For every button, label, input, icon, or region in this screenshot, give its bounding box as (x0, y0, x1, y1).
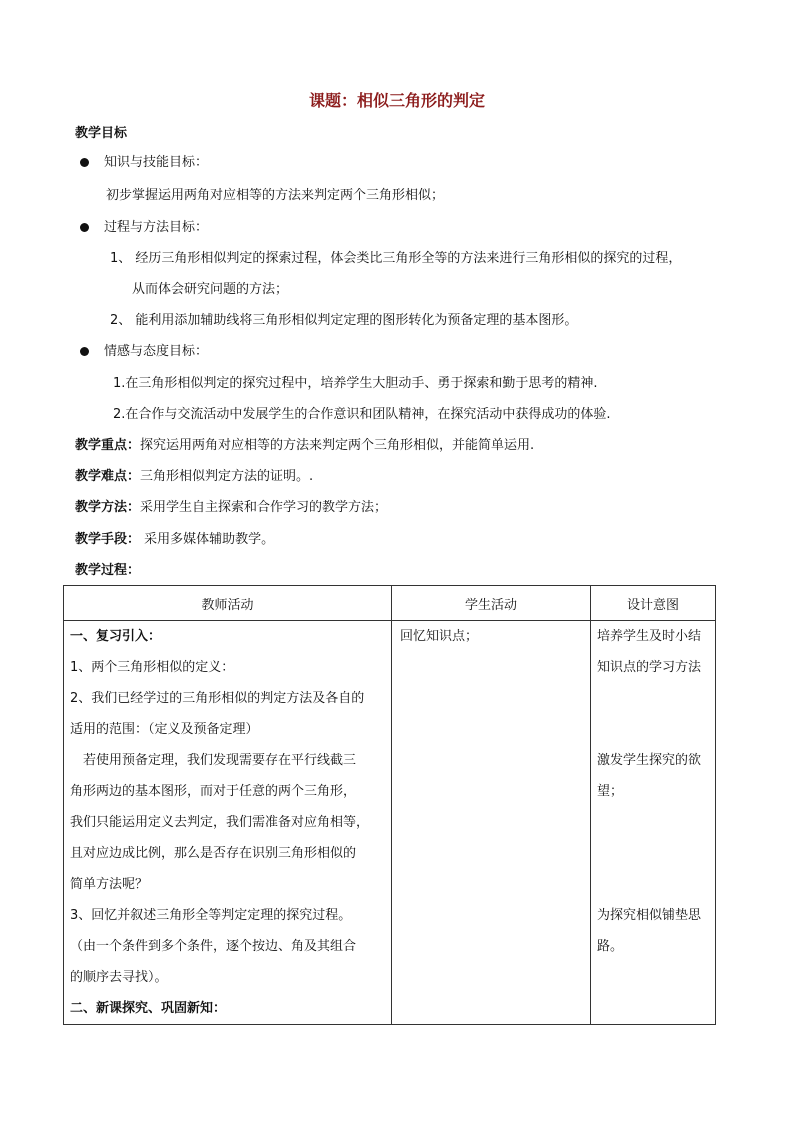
means-text: 采用多媒体辅助教学。 (140, 532, 275, 547)
section-new-lesson-heading: 二、新课探究、巩固新知： (70, 1001, 227, 1016)
student-activity-cell (392, 621, 591, 1025)
header-student-activity: 学生活动 (392, 586, 591, 621)
intent-line: 为探究相似铺垫思 (597, 908, 702, 923)
means-label: 教学手段： (75, 532, 141, 547)
process-item-1: 1、 经历三角形相似判定的探索过程，体会类比三角形全等的方法来进行三角形相似的探究的过程， (110, 251, 682, 266)
emotion-label: 情感与态度目标： (104, 344, 209, 359)
emotion-item-2: 2.在合作与交流活动中发展学生的合作意识和团队精神，在探究活动中获得成功的体验. (113, 407, 611, 422)
teacher-line: 1、两个三角形相似的定义： (70, 660, 235, 675)
bullet-icon (80, 223, 89, 232)
emotion-item-1: 1.在三角形相似判定的探究过程中，培养学生大胆动手、勇于探索和勤于思考的精神. (113, 376, 598, 391)
intent-line: 望； (597, 784, 624, 799)
intent-line (591, 714, 715, 745)
intent-line (591, 807, 715, 838)
means (75, 530, 274, 550)
difficulty-label: 教学难点： (75, 469, 141, 484)
objectives-heading: 教学目标 (75, 126, 128, 141)
method (75, 498, 387, 518)
lesson-title: 课题：相似三角形的判定 (308, 91, 485, 110)
section-review-heading: 一、复习引入： (70, 629, 162, 644)
teacher-line: 我们只能运用定义去判定，我们需准备对应角相等， (70, 815, 370, 830)
process-item-1-cont: 从而体会研究问题的方法； (132, 282, 289, 297)
process-heading: 教学过程： (75, 563, 141, 578)
student-line: 回忆知识点； (400, 629, 479, 644)
key-point-text: 探究运用两角对应相等的方法来判定两个三角形相似，并能简单运用. (140, 438, 535, 453)
teaching-process-table (63, 585, 716, 1025)
method-label: 教学方法： (75, 500, 141, 515)
header-design-intent: 设计意图 (591, 586, 716, 621)
teacher-activity-cell (64, 621, 392, 1025)
method-text: 采用学生自主探索和合作学习的教学方法； (140, 500, 388, 515)
teacher-line: 且对应边成比例，那么是否存在识别三角形相似的 (70, 846, 357, 861)
key-point-label: 教学重点： (75, 438, 141, 453)
difficulty (75, 467, 313, 487)
header-teacher-activity: 教师活动 (64, 586, 392, 621)
knowledge-label: 知识与技能目标： (104, 155, 209, 170)
teacher-line: 若使用预备定理，我们发现需要存在平行线截三 (70, 753, 357, 768)
intent-line (591, 838, 715, 869)
teacher-line: 简单方法呢？ (70, 877, 149, 892)
intent-line (591, 869, 715, 900)
key-point (75, 436, 534, 456)
knowledge-text: 初步掌握运用两角对应相等的方法来判定两个三角形相似； (106, 188, 445, 203)
intent-line: 路。 (597, 939, 624, 954)
teacher-line: 的顺序去寻找）。 (70, 970, 168, 985)
teacher-line: 适用的范围：（定义及预备定理） (70, 722, 259, 737)
difficulty-text: 三角形相似判定方法的证明。. (140, 469, 314, 484)
teacher-line: （由一个条件到多个条件，逐个按边、角及其组合 (70, 939, 357, 954)
process-item-2: 2、 能利用添加辅助线将三角形相似判定定理的图形转化为预备定理的基本图形。 (110, 313, 578, 328)
intent-line (591, 683, 715, 714)
bullet-icon (80, 347, 89, 356)
design-intent-cell (591, 621, 716, 1025)
teacher-line: 3、回忆并叙述三角形全等判定定理的探究过程。 (70, 908, 352, 923)
teacher-line: 2、我们已经学过的三角形相似的判定方法及各自的 (70, 691, 365, 706)
intent-line: 激发学生探究的欲 (597, 753, 702, 768)
intent-line: 知识点的学习方法 (597, 660, 702, 675)
bullet-icon (80, 158, 89, 167)
intent-line: 培养学生及时小结 (597, 629, 702, 644)
teacher-line: 角形两边的基本图形，而对于任意的两个三角形， (70, 784, 357, 799)
process-label: 过程与方法目标： (104, 220, 209, 235)
